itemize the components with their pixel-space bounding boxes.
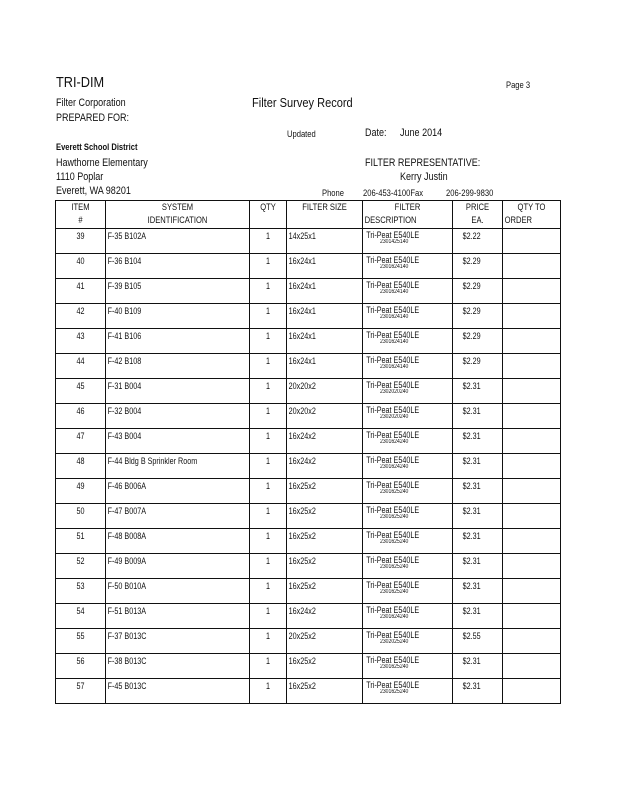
company-name: TRI-DIM bbox=[56, 74, 105, 91]
district-name: Everett School District bbox=[56, 142, 138, 153]
price-cell: $2.31 bbox=[453, 679, 503, 704]
table-row bbox=[56, 579, 561, 604]
price-cell: $2.29 bbox=[453, 329, 503, 354]
col-header-filter-description: FILTER DESCRIPTION bbox=[363, 201, 453, 229]
filter-part-code: 2301625240 bbox=[380, 664, 409, 670]
item-number-cell: 42 bbox=[56, 304, 106, 329]
price-cell: $2.31 bbox=[453, 604, 503, 629]
filter-size-cell: 16x24x1 bbox=[287, 304, 363, 329]
system-id-cell: F-49 B009A bbox=[106, 554, 250, 579]
system-id-cell: F-47 B007A bbox=[106, 504, 250, 529]
filter-description-cell: Tri-Peat E540LE 2301624140 bbox=[363, 304, 453, 329]
item-number-cell: 46 bbox=[56, 404, 106, 429]
phone-label: Phone bbox=[322, 188, 344, 199]
price-cell: $2.31 bbox=[453, 654, 503, 679]
qty-cell: 1 bbox=[250, 629, 287, 654]
qty-cell: 1 bbox=[250, 254, 287, 279]
item-number-cell: 49 bbox=[56, 479, 106, 504]
filter-part-code: 2301624240 bbox=[380, 464, 409, 470]
qty-cell: 1 bbox=[250, 304, 287, 329]
qty-cell: 1 bbox=[250, 329, 287, 354]
table-header-row bbox=[56, 201, 561, 229]
price-cell: $2.29 bbox=[453, 279, 503, 304]
col-header-item: ITEM # bbox=[56, 201, 106, 229]
filter-part-code: 2301624140 bbox=[380, 264, 409, 270]
qty-to-order-cell[interactable] bbox=[503, 404, 561, 429]
company-subtitle: Filter Corporation bbox=[56, 97, 126, 109]
price-cell: $2.55 bbox=[453, 629, 503, 654]
qty-cell: 1 bbox=[250, 429, 287, 454]
system-id-cell: F-43 B004 bbox=[106, 429, 250, 454]
fax-number: 206-299-9830 bbox=[446, 188, 494, 199]
qty-to-order-cell[interactable] bbox=[503, 279, 561, 304]
filter-size-cell: 14x25x1 bbox=[287, 229, 363, 254]
table-row bbox=[56, 529, 561, 554]
table-row bbox=[56, 479, 561, 504]
table-row bbox=[56, 229, 561, 254]
item-number-cell: 57 bbox=[56, 679, 106, 704]
item-number-cell: 41 bbox=[56, 279, 106, 304]
item-number-cell: 39 bbox=[56, 229, 106, 254]
filter-description-cell: Tri-Peat E540LE 2301425140 bbox=[363, 229, 453, 254]
filter-description-cell: Tri-Peat E540LE 2301625240 bbox=[363, 679, 453, 704]
qty-cell: 1 bbox=[250, 404, 287, 429]
filter-description-cell: Tri-Peat E540LE 2301625240 bbox=[363, 479, 453, 504]
item-number-cell: 56 bbox=[56, 654, 106, 679]
filter-size-cell: 16x24x1 bbox=[287, 254, 363, 279]
item-number-cell: 51 bbox=[56, 529, 106, 554]
city-address: Everett, WA 98201 bbox=[56, 185, 131, 197]
qty-to-order-cell[interactable] bbox=[503, 229, 561, 254]
qty-cell: 1 bbox=[250, 454, 287, 479]
system-id-cell: F-38 B013C bbox=[106, 654, 250, 679]
qty-to-order-cell[interactable] bbox=[503, 529, 561, 554]
filter-description-cell: Tri-Peat E540LE 2301624140 bbox=[363, 254, 453, 279]
form-title: Filter Survey Record bbox=[252, 95, 353, 110]
item-number-cell: 48 bbox=[56, 454, 106, 479]
table-row bbox=[56, 429, 561, 454]
qty-to-order-cell[interactable] bbox=[503, 354, 561, 379]
filter-part-code: 2301624140 bbox=[380, 339, 409, 345]
filter-description-cell: Tri-Peat E540LE 2301624240 bbox=[363, 429, 453, 454]
qty-to-order-cell[interactable] bbox=[503, 454, 561, 479]
qty-cell: 1 bbox=[250, 354, 287, 379]
table-row bbox=[56, 329, 561, 354]
system-id-cell: F-45 B013C bbox=[106, 679, 250, 704]
system-id-cell: F-46 B006A bbox=[106, 479, 250, 504]
filter-part-code: 2301624140 bbox=[380, 289, 409, 295]
price-cell: $2.29 bbox=[453, 354, 503, 379]
table-row bbox=[56, 679, 561, 704]
phone-number: 206-453-4100Fax bbox=[363, 188, 423, 199]
qty-cell: 1 bbox=[250, 654, 287, 679]
representative-label: FILTER REPRESENTATIVE: bbox=[365, 157, 481, 169]
qty-cell: 1 bbox=[250, 554, 287, 579]
qty-cell: 1 bbox=[250, 579, 287, 604]
filter-size-cell: 16x25x2 bbox=[287, 504, 363, 529]
system-id-cell: F-41 B106 bbox=[106, 329, 250, 354]
representative-name: Kerry Justin bbox=[400, 171, 448, 183]
col-header-qty-to-order: QTY TO ORDER bbox=[503, 201, 561, 229]
item-number-cell: 52 bbox=[56, 554, 106, 579]
qty-cell: 1 bbox=[250, 229, 287, 254]
col-header-price: PRICE EA. bbox=[453, 201, 503, 229]
page-number: Page 3 bbox=[506, 80, 531, 91]
filter-part-code: 2301425140 bbox=[380, 239, 409, 245]
table-row bbox=[56, 554, 561, 579]
filter-description-cell: Tri-Peat E540LE 2301624240 bbox=[363, 604, 453, 629]
item-number-cell: 43 bbox=[56, 329, 106, 354]
filter-size-cell: 16x25x2 bbox=[287, 579, 363, 604]
system-id-cell: F-42 B108 bbox=[106, 354, 250, 379]
table-row bbox=[56, 354, 561, 379]
filter-size-cell: 16x25x2 bbox=[287, 479, 363, 504]
system-id-cell: F-51 B013A bbox=[106, 604, 250, 629]
qty-to-order-cell[interactable] bbox=[503, 329, 561, 354]
qty-to-order-cell[interactable] bbox=[503, 479, 561, 504]
filter-description-cell: Tri-Peat E540LE 2301625240 bbox=[363, 579, 453, 604]
col-header-filter-size: FILTER SIZE bbox=[287, 201, 363, 229]
table-row bbox=[56, 454, 561, 479]
qty-cell: 1 bbox=[250, 479, 287, 504]
table-row bbox=[56, 404, 561, 429]
filter-size-cell: 16x25x2 bbox=[287, 529, 363, 554]
price-cell: $2.31 bbox=[453, 579, 503, 604]
system-id-cell: F-48 B008A bbox=[106, 529, 250, 554]
system-id-cell: F-36 B104 bbox=[106, 254, 250, 279]
price-cell: $2.22 bbox=[453, 229, 503, 254]
item-number-cell: 50 bbox=[56, 504, 106, 529]
item-number-cell: 44 bbox=[56, 354, 106, 379]
filter-part-code: 2301624240 bbox=[380, 439, 409, 445]
street-address: 1110 Poplar bbox=[56, 171, 104, 183]
filter-description-cell: Tri-Peat E540LE 2302025240 bbox=[363, 629, 453, 654]
filter-size-cell: 20x20x2 bbox=[287, 404, 363, 429]
filter-size-cell: 20x25x2 bbox=[287, 629, 363, 654]
system-id-cell: F-39 B105 bbox=[106, 279, 250, 304]
qty-to-order-cell[interactable] bbox=[503, 254, 561, 279]
table-row bbox=[56, 279, 561, 304]
qty-to-order-cell[interactable] bbox=[503, 579, 561, 604]
qty-cell: 1 bbox=[250, 604, 287, 629]
col-header-system: SYSTEM IDENTIFICATION bbox=[106, 201, 250, 229]
table-row bbox=[56, 504, 561, 529]
qty-to-order-cell[interactable] bbox=[503, 379, 561, 404]
system-id-cell: F-32 B004 bbox=[106, 404, 250, 429]
filter-size-cell: 16x25x2 bbox=[287, 679, 363, 704]
filter-description-cell: Tri-Peat E540LE 2301625240 bbox=[363, 654, 453, 679]
qty-cell: 1 bbox=[250, 279, 287, 304]
system-id-cell: F-50 B010A bbox=[106, 579, 250, 604]
prepared-for-label: PREPARED FOR: bbox=[56, 112, 130, 124]
price-cell: $2.29 bbox=[453, 304, 503, 329]
table-row bbox=[56, 304, 561, 329]
filter-size-cell: 16x24x2 bbox=[287, 454, 363, 479]
filter-size-cell: 20x20x2 bbox=[287, 379, 363, 404]
table-row bbox=[56, 379, 561, 404]
date-value: June 2014 bbox=[400, 127, 443, 139]
filter-part-code: 2301625240 bbox=[380, 539, 409, 545]
filter-description-cell: Tri-Peat E540LE 2301624240 bbox=[363, 454, 453, 479]
item-number-cell: 40 bbox=[56, 254, 106, 279]
filter-size-cell: 16x24x1 bbox=[287, 279, 363, 304]
qty-cell: 1 bbox=[250, 529, 287, 554]
filter-part-code: 2301625240 bbox=[380, 689, 409, 695]
system-id-cell: F-44 Bldg B Sprinkler Room bbox=[106, 454, 250, 479]
filter-description-cell: Tri-Peat E540LE 2301624140 bbox=[363, 329, 453, 354]
filter-part-code: 2301625240 bbox=[380, 564, 409, 570]
system-id-cell: F-35 B102A bbox=[106, 229, 250, 254]
item-number-cell: 53 bbox=[56, 579, 106, 604]
qty-to-order-cell[interactable] bbox=[503, 504, 561, 529]
qty-to-order-cell[interactable] bbox=[503, 629, 561, 654]
filter-description-cell: Tri-Peat E540LE 2302020240 bbox=[363, 379, 453, 404]
filter-part-code: 2302020240 bbox=[380, 389, 409, 395]
filter-size-cell: 16x24x1 bbox=[287, 329, 363, 354]
qty-to-order-cell[interactable] bbox=[503, 679, 561, 704]
price-cell: $2.29 bbox=[453, 254, 503, 279]
filter-part-code: 2301624240 bbox=[380, 614, 409, 620]
col-header-qty: QTY bbox=[250, 201, 287, 229]
item-number-cell: 45 bbox=[56, 379, 106, 404]
filter-part-code: 2302020240 bbox=[380, 414, 409, 420]
item-number-cell: 55 bbox=[56, 629, 106, 654]
school-name: Hawthorne Elementary bbox=[56, 157, 148, 169]
price-cell: $2.31 bbox=[453, 429, 503, 454]
filter-part-code: 2301625240 bbox=[380, 589, 409, 595]
price-cell: $2.31 bbox=[453, 479, 503, 504]
date-label: Date: bbox=[365, 127, 387, 139]
qty-cell: 1 bbox=[250, 679, 287, 704]
price-cell: $2.31 bbox=[453, 554, 503, 579]
filter-description-cell: Tri-Peat E540LE 2302020240 bbox=[363, 404, 453, 429]
price-cell: $2.31 bbox=[453, 504, 503, 529]
price-cell: $2.31 bbox=[453, 404, 503, 429]
filter-part-code: 2301624140 bbox=[380, 314, 409, 320]
item-number-cell: 47 bbox=[56, 429, 106, 454]
price-cell: $2.31 bbox=[453, 529, 503, 554]
filter-part-code: 2301625240 bbox=[380, 514, 409, 520]
system-id-cell: F-31 B004 bbox=[106, 379, 250, 404]
updated-label: Updated bbox=[287, 129, 316, 140]
table-row bbox=[56, 629, 561, 654]
qty-to-order-cell[interactable] bbox=[503, 604, 561, 629]
price-cell: $2.31 bbox=[453, 379, 503, 404]
filter-survey-table bbox=[55, 200, 561, 704]
qty-cell: 1 bbox=[250, 504, 287, 529]
filter-size-cell: 16x24x2 bbox=[287, 604, 363, 629]
system-id-cell: F-37 B013C bbox=[106, 629, 250, 654]
qty-to-order-cell[interactable] bbox=[503, 554, 561, 579]
qty-cell: 1 bbox=[250, 379, 287, 404]
filter-description-cell: Tri-Peat E540LE 2301625240 bbox=[363, 554, 453, 579]
filter-size-cell: 16x25x2 bbox=[287, 554, 363, 579]
qty-to-order-cell[interactable] bbox=[503, 654, 561, 679]
item-number-cell: 54 bbox=[56, 604, 106, 629]
filter-description-cell: Tri-Peat E540LE 2301624140 bbox=[363, 279, 453, 304]
filter-size-cell: 16x24x2 bbox=[287, 429, 363, 454]
qty-to-order-cell[interactable] bbox=[503, 429, 561, 454]
filter-description-cell: Tri-Peat E540LE 2301625240 bbox=[363, 529, 453, 554]
table-row bbox=[56, 604, 561, 629]
qty-to-order-cell[interactable] bbox=[503, 304, 561, 329]
filter-part-code: 2301624140 bbox=[380, 364, 409, 370]
filter-description-cell: Tri-Peat E540LE 2301624140 bbox=[363, 354, 453, 379]
filter-size-cell: 16x24x1 bbox=[287, 354, 363, 379]
filter-part-code: 2301625240 bbox=[380, 489, 409, 495]
filter-size-cell: 16x25x2 bbox=[287, 654, 363, 679]
system-id-cell: F-40 B109 bbox=[106, 304, 250, 329]
table-row bbox=[56, 654, 561, 679]
filter-description-cell: Tri-Peat E540LE 2301625240 bbox=[363, 504, 453, 529]
price-cell: $2.31 bbox=[453, 454, 503, 479]
filter-part-code: 2302025240 bbox=[380, 639, 409, 645]
table-row bbox=[56, 254, 561, 279]
